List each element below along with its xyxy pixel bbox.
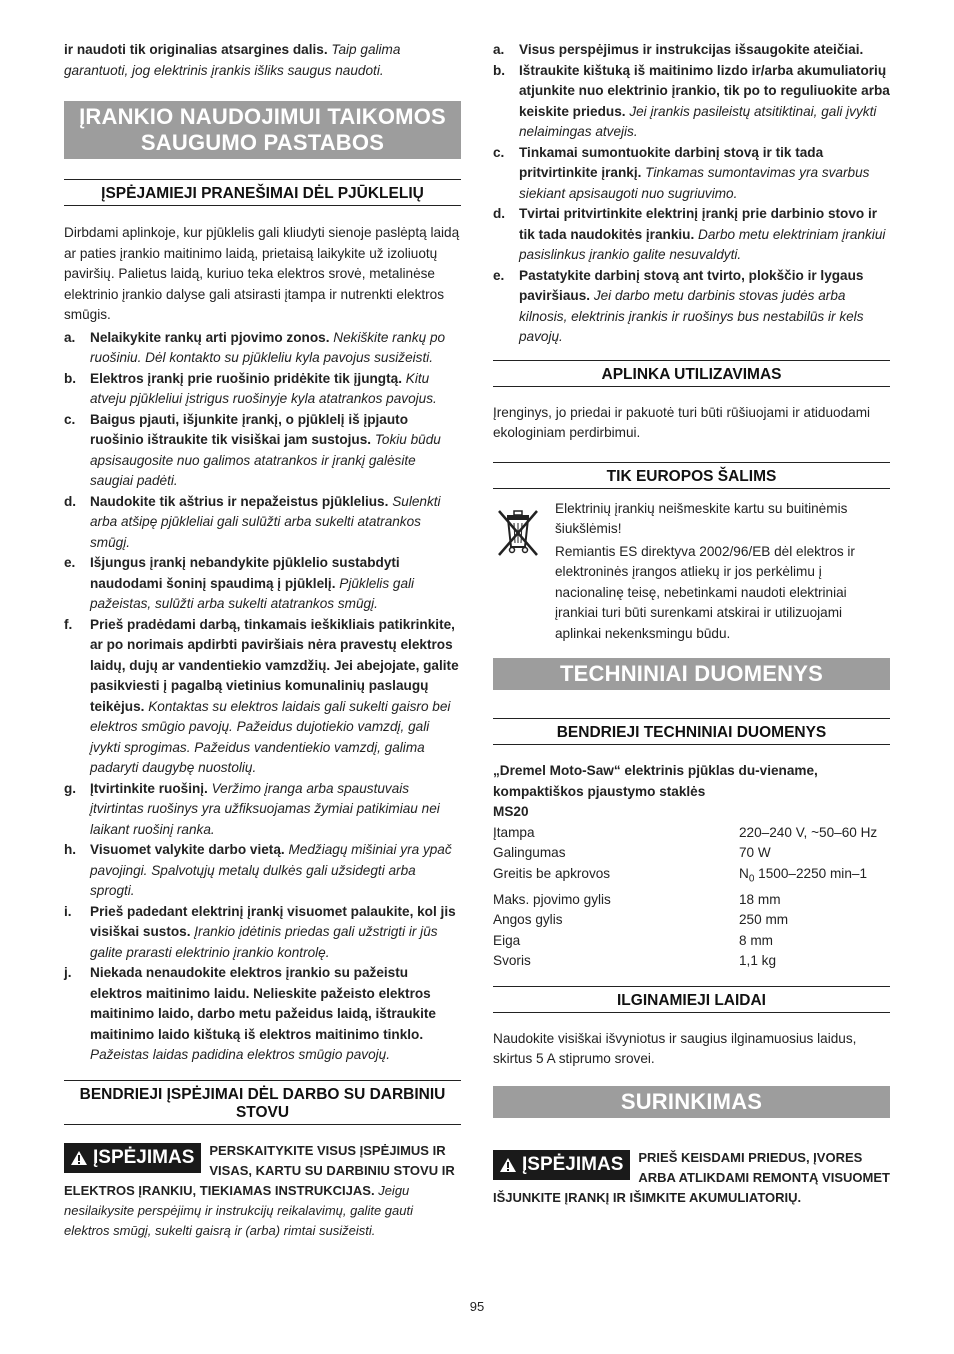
list-item-bold: Prieš padedant elektrinį įrankį visuomet palaukite, kol jis visiškai sustos. xyxy=(90,903,456,939)
main-heading: ĮRANKIO NAUDOJIMUI TAIKOMOS SAUGUMO PASTABOS xyxy=(64,101,461,159)
page-number: 95 xyxy=(469,1299,485,1314)
spec-label: Svoris xyxy=(493,953,531,969)
spec-table xyxy=(493,823,890,972)
warning-label: ĮSPĖJIMAS xyxy=(522,1153,624,1175)
list-item-letter: c. xyxy=(493,144,505,160)
list-item-text xyxy=(90,410,461,492)
list-item xyxy=(64,902,461,964)
stand-warning-bold: PERSKAITYKITE VISUS ĮSPĖJIMUS IR VISAS, KARTU SU DARBINIU STOVU IR ELEKTROS ĮRANKIU, TIEKIAMAS INSTRUKCIJAS. xyxy=(64,1142,455,1198)
assembly-warning-text: PRIEŠ KEISDAMI PRIEDUS, ĮVORES ARBA ATLIKDAMI REMONTĄ VISUOMET IŠJUNKITE ĮRANKĮ IR IŠIMKITE AKUMULIATORIŲ. xyxy=(493,1149,890,1205)
spec-label: Angos gylis xyxy=(493,912,563,928)
list-item-italic: Medžiagų mišiniai yra ypač pavojingi. Spalvotųjų metalų dulkės gali užsidegti arba sprogti. xyxy=(90,842,452,898)
intro-bold: ir naudoti tik originalias atsargines dalis. xyxy=(64,42,328,57)
list-item xyxy=(64,779,461,841)
spec-row xyxy=(493,951,890,972)
list-item xyxy=(64,492,461,554)
list-item-italic: Kitu atveju pjūkleliui įstrigus ruošinyje kyla atatrankos pavojus. xyxy=(90,370,437,406)
list-item-text xyxy=(90,963,461,1066)
list-item-italic: Pažeistas laidas padidina elektros smūgio pavojų. xyxy=(90,1047,390,1062)
list-item-bold: Tvirtai pritvirtinkite elektrinį įrankį prie darbinio stovo ir tik tada naudokitės įrankiu. xyxy=(519,206,878,242)
list-item-bold: Įtvirtinkite ruošinį. xyxy=(90,780,208,796)
list-item xyxy=(64,328,461,369)
list-item-italic: Tinkamas sumontavimas yra svarbus siekiant apsisaugoti nuo sugriuvimo. xyxy=(519,165,870,201)
spec-value xyxy=(739,843,771,864)
spec-value xyxy=(739,910,788,931)
list-item-italic: Pjūklelis gali pažeistas, sulūžti arba sukelti atatrankos smūgį. xyxy=(90,575,415,611)
warning-badge xyxy=(64,1143,201,1173)
product-model: MS20 xyxy=(493,804,529,819)
spec-value xyxy=(739,823,877,844)
list-item-bold: Išjungus įrankį nebandykite pjūklelio sustabdyti naudodami šoninį spaudimą į pjūklelį. xyxy=(90,555,400,591)
list-item-bold: Visus perspėjimus ir instrukcijas išsaugokite ateičiai. xyxy=(519,42,864,57)
list-item xyxy=(493,204,890,266)
stand-warnings-heading: BENDRIEJI ĮSPĖJIMAI DĖL DARBO SU DARBINIU STOVU xyxy=(64,1080,461,1125)
list-item-letter: d. xyxy=(493,206,506,221)
spec-value xyxy=(739,931,773,952)
spec-label: Įtampa xyxy=(493,824,535,840)
spec-label: Eiga xyxy=(493,932,521,948)
spec-row xyxy=(493,843,890,864)
product-line-2: kompaktiškos pjaustymo staklės xyxy=(493,783,706,799)
stand-warning-italic: Jeigu nesilaikysite perspėjimų ir instrukcijų reikalavimų, galite gauti elektros smūgį, sukelti gaisrą ir (arba) rimtai susižeisti. xyxy=(64,1182,413,1238)
list-item-letter: j. xyxy=(64,965,72,980)
list-item-letter: g. xyxy=(64,780,77,796)
warning-label: ĮSPĖJIMAS xyxy=(93,1146,195,1168)
list-item-text xyxy=(90,779,461,841)
spec-label: Maks. pjovimo gylis xyxy=(493,891,611,907)
spec-row xyxy=(493,890,890,911)
list-item xyxy=(64,553,461,615)
crossed-out-wheelie-bin-icon xyxy=(493,505,543,561)
list-item-text xyxy=(90,840,461,902)
list-item-bold: Ištraukite kištuką iš maitinimo lizdo ir/arba akumuliatorių atjunkite nuo elektrinio įrankio, tik po to reguliuokite arba keiskite priedus. xyxy=(519,62,890,119)
list-item-italic: Įrankio įdėtinis priedas gali užstrigti ir jūs galite prarasti elektrinio įrankio kontrolę. xyxy=(90,924,438,960)
list-item-text xyxy=(519,61,890,143)
spec-value-prefix: N xyxy=(739,865,749,881)
list-item xyxy=(493,61,890,143)
list-item-text xyxy=(519,143,890,205)
spec-label: Galingumas xyxy=(493,845,566,860)
list-item-bold: Tinkamai sumontuokite darbinį stovą ir tik tada pritvirtinkite įrankį. xyxy=(519,144,824,180)
spec-row xyxy=(493,864,890,890)
spec-value xyxy=(739,864,867,890)
product-line-1: „Dremel Moto-Saw“ elektrinis pjūklas du-viename, xyxy=(493,763,818,778)
extension-text: Naudokite visiškai išvyniotus ir saugius ilginamuosius laidus, skirtus 5 A stiprumo srovei. xyxy=(493,1030,857,1067)
list-item-italic: Jei darbo metu darbinis stovas judės arba kilnosis, elektrinis įrankis ir ruošinys bus nestabilūs ir kels pavojų. xyxy=(519,288,864,344)
list-item xyxy=(64,840,461,902)
eu-block xyxy=(493,499,890,647)
list-item xyxy=(493,266,890,348)
spec-value xyxy=(739,890,781,911)
list-item-bold: Nelaikykite rankų arti pjovimo zonos. xyxy=(90,329,330,345)
list-item-italic: Tokiu būdu apsisaugosite nuo galimos atatrankos ir įrankį galėsite saugiai padėti. xyxy=(90,432,441,488)
list-item-text xyxy=(90,553,461,615)
list-item-letter: a. xyxy=(493,42,505,57)
list-item-text xyxy=(519,40,890,61)
warning-triangle-icon xyxy=(70,1150,88,1166)
eu-text-1: Elektrinių įrankių neišmeskite kartu su buitinėmis šiukšlėmis! xyxy=(555,500,848,536)
list-item-italic: Nekiškite rankų po ruošiniu. Dėl kontakto su pjūkleliu kyla pavojus susižeisti. xyxy=(90,329,446,365)
list-item-text xyxy=(519,204,890,266)
list-item-letter: e. xyxy=(493,267,505,283)
list-item-bold: Naudokite tik aštrius ir nepažeistus pjūklelius. xyxy=(90,493,389,509)
list-item xyxy=(493,143,890,205)
list-item xyxy=(64,963,461,1066)
list-item xyxy=(493,40,890,61)
right-column xyxy=(493,40,890,1208)
list-item xyxy=(64,615,461,779)
list-item-letter: c. xyxy=(64,411,76,427)
list-item-italic: Kontaktas su elektros laidais gali sukelti gaisro bei elektros smūgio pavojų. Pažeidus dujotiekio vamzdį, gali įvykti sprogimas. Pažeidus vandentiekio vamzdį, galima padaryti daugybę nuostolių. xyxy=(90,698,451,775)
stand-warning-block xyxy=(64,1141,461,1241)
spec-row xyxy=(493,931,890,952)
environment-text: Įrenginys, jo priedai ir pakuotė turi būti rūšiuojami ir atiduodami ekologiniam perdirbimui. xyxy=(493,404,871,440)
list-item-italic: Darbo metu elektriniam įrankiui pasislinkus įrankio galite nesuvaldyti. xyxy=(519,226,886,262)
intro-paragraph xyxy=(64,40,461,81)
spec-value-text: 70 W xyxy=(739,845,771,860)
spec-row xyxy=(493,823,890,844)
list-item-bold: Pastatykite darbinį stovą ant tvirto, plokščio ir lygaus paviršiaus. xyxy=(519,267,864,303)
spec-value xyxy=(739,951,776,972)
eu-text-2: Remiantis ES direktyva 2002/96/EB dėl elektros ir elektroninės įrangos atliekų ir jos perkėlimu į nacionalinę teisę, nebetinkami naudoti elektriniai įrankiai turi būti surenkami atskirai ir utilizuojami aplinkai nekenksmingu būdu. xyxy=(555,543,855,641)
spec-value-text: 220–240 V, ~50–60 Hz xyxy=(739,824,878,840)
list-item-letter: b. xyxy=(493,62,506,78)
spec-value-text: 18 mm xyxy=(739,891,781,907)
list-item-letter: i. xyxy=(64,903,72,919)
saw-warnings-heading: ĮSPĖJAMIEJI PRANEŠIMAI DĖL PJŪKLELIŲ xyxy=(64,179,461,206)
assembly-warning-block xyxy=(493,1148,890,1208)
list-item-letter: e. xyxy=(64,555,76,570)
list-item-italic: Sulenkti arba atšipę pjūkleliai gali sulūžti arba sukelti atatrankos smūgį. xyxy=(90,493,441,550)
environment-heading: APLINKA UTILIZAVIMAS xyxy=(493,360,890,387)
list-item-italic: Veržimo įranga arba spaustuvais įtvirtintas ruošinys yra užfiksuojamas žymiai patikimiau nei laikant ruošinį ranka. xyxy=(90,780,440,837)
list-item-bold: Baigus pjauti, išjunkite įrankį, o pjūklelį iš įpjauto ruošinio ištraukite tik visiškai jam sustojus. xyxy=(90,411,408,447)
list-item-text xyxy=(90,902,461,964)
list-item-text xyxy=(519,266,890,348)
list-item-letter: d. xyxy=(64,493,77,509)
list-item-bold: Prieš pradėdami darbą, tinkamais ieškikliais patikrinkite, ar po norimais apdirbti paviršiais nėra pravestų elektros laidų, dujų ar vandentiekio vamzdžių. Jei abejojate, galite pasikviesti į pagalbą vietinius komunalinių paslaugų teikėjus. xyxy=(90,616,459,714)
spec-value-subscript: 0 xyxy=(748,873,755,885)
list-item xyxy=(64,369,461,410)
spec-value-text: 1,1 kg xyxy=(739,953,777,969)
spec-row xyxy=(493,910,890,931)
list-item-text xyxy=(90,369,461,410)
warning-badge xyxy=(493,1150,630,1180)
warning-triangle-icon xyxy=(499,1157,517,1173)
list-item-letter: a. xyxy=(64,329,76,345)
stand-items-list xyxy=(493,40,890,348)
list-item xyxy=(64,410,461,492)
list-item-text xyxy=(90,328,461,369)
extension-heading: ILGINAMIEJI LAIDAI xyxy=(493,986,890,1013)
saw-intro-paragraph: Dirbdami aplinkoje, kur pjūklelis gali kliudyti sienoje paslėptą laidą ar paties įrankio maitinimo laidą, prietaisą laikykite už izoliuotų paviršių. Palietus laidą, kuriuo teka elektros srovė, metalinėse elektrinio įrankio dalyse gali atsirasti įtampa ir nutrenkti elektros smūgis. xyxy=(64,225,460,322)
left-column xyxy=(64,40,461,1241)
eu-heading: TIK EUROPOS ŠALIMS xyxy=(493,462,890,489)
list-item-bold: Elektros įrankį prie ruošinio pridėkite tik įjungtą. xyxy=(90,370,402,386)
list-item-bold: Niekada nenaudokite elektros įrankio su pažeistu elektros maitinimo laidu. Nelieskite pažeisto elektros maitinimo laido, darbo metu pažeidus laidą, ištraukite maitinimo laido kištuką iš elektros maitinimo tinklo. xyxy=(90,965,436,1042)
list-item-letter: b. xyxy=(64,370,77,386)
spec-value-text: 250 mm xyxy=(739,912,789,928)
list-item-italic: Jei įrankis pasileistų atsitiktinai, gali įvykti nelaimingas atvejis. xyxy=(519,103,877,139)
list-item-bold: Visuomet valykite darbo vietą. xyxy=(90,842,285,857)
list-item-letter: f. xyxy=(64,616,73,632)
intro-italic: Taip galima garantuoti, jog elektrinis įrankis išliks saugus naudoti. xyxy=(64,42,401,78)
product-name xyxy=(493,761,890,823)
spec-value-text: 8 mm xyxy=(739,932,773,948)
saw-warnings-list xyxy=(64,328,461,1066)
list-item-letter: h. xyxy=(64,842,77,857)
spec-value-text: 1500–2250 min–1 xyxy=(754,865,868,881)
assembly-heading: SURINKIMAS xyxy=(493,1086,890,1118)
general-tech-heading: BENDRIEJI TECHNINIAI DUOMENYS xyxy=(493,718,890,745)
tech-data-heading: TECHNINIAI DUOMENYS xyxy=(493,658,890,690)
list-item-text xyxy=(90,615,461,779)
list-item-text xyxy=(90,492,461,554)
spec-label: Greitis be apkrovos xyxy=(493,865,611,881)
